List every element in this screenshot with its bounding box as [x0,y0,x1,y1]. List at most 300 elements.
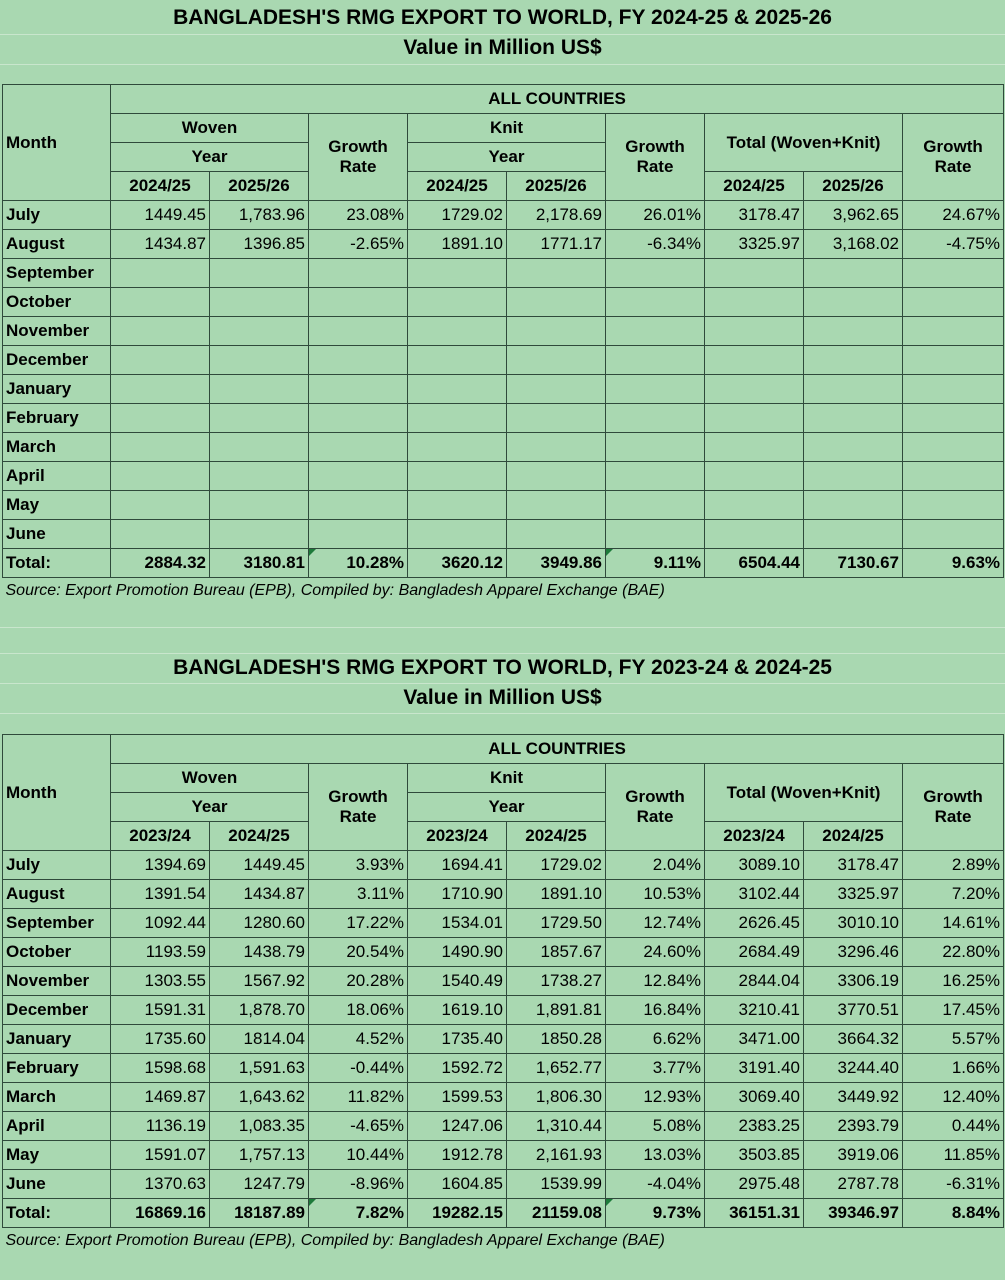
value-cell: 1592.72 [408,1054,507,1083]
value-cell [507,433,606,462]
value-cell: 1394.69 [111,851,210,880]
month-cell: June [3,520,111,549]
month-cell: March [3,433,111,462]
value-cell [309,346,408,375]
total-value-cell: 3949.86 [507,549,606,578]
gridline [0,713,1005,714]
total-label: Total: [3,549,111,578]
value-cell: 3449.92 [804,1083,903,1112]
year-col: 2024/25 [705,172,804,201]
value-cell [507,462,606,491]
value-cell [705,259,804,288]
value-cell [408,375,507,404]
value-cell [705,491,804,520]
rate-label: Rate [339,807,377,826]
table-row [3,520,1004,549]
value-cell: 12.93% [606,1083,705,1112]
value-cell: 1,643.62 [210,1083,309,1112]
total-header: Total (Woven+Knit) [705,114,903,172]
value-cell: 1710.90 [408,880,507,909]
value-cell: -4.04% [606,1170,705,1199]
value-cell [804,288,903,317]
value-cell: 3325.97 [804,880,903,909]
year-col: 2024/25 [408,172,507,201]
value-cell [903,259,1004,288]
value-cell [903,288,1004,317]
value-cell [309,520,408,549]
value-cell: 1534.01 [408,909,507,938]
value-cell: 3.11% [309,880,408,909]
month-cell: November [3,967,111,996]
year-col: 2024/25 [804,822,903,851]
value-cell: 7.20% [903,880,1004,909]
value-cell: 3,962.65 [804,201,903,230]
value-cell [705,520,804,549]
value-cell: 1912.78 [408,1141,507,1170]
table1-subtitle: Value in Million US$ [403,36,602,59]
value-cell [705,288,804,317]
table-row [3,909,1004,938]
value-cell: 3191.40 [705,1054,804,1083]
value-cell: 12.84% [606,967,705,996]
all-countries-header: ALL COUNTRIES [111,735,1004,764]
value-cell: 3.93% [309,851,408,880]
table-row [3,1141,1004,1170]
value-cell [309,317,408,346]
growth-label: Growth [625,787,685,806]
value-cell: 1092.44 [111,909,210,938]
value-cell: 20.28% [309,967,408,996]
value-cell: 10.44% [309,1141,408,1170]
value-cell: 1738.27 [507,967,606,996]
value-cell: 2,178.69 [507,201,606,230]
value-cell: 1771.17 [507,230,606,259]
year-col: 2024/25 [507,822,606,851]
value-cell: 16.84% [606,996,705,1025]
value-cell [210,346,309,375]
rate-label: Rate [636,807,674,826]
value-cell: 3296.46 [804,938,903,967]
value-cell [408,404,507,433]
value-cell [903,317,1004,346]
value-cell: 12.40% [903,1083,1004,1112]
table-row [3,433,1004,462]
value-cell: 10.53% [606,880,705,909]
value-cell: 2,161.93 [507,1141,606,1170]
value-cell [111,346,210,375]
value-cell: 3471.00 [705,1025,804,1054]
total-value-cell: 7.82% [309,1199,408,1228]
table-row [3,491,1004,520]
month-header: Month [3,85,111,201]
value-cell [606,462,705,491]
value-cell [903,520,1004,549]
value-cell [705,346,804,375]
rate-label: Rate [934,807,972,826]
value-cell: 1729.50 [507,909,606,938]
value-cell: 1850.28 [507,1025,606,1054]
year-col: 2025/26 [210,172,309,201]
value-cell: 13.03% [606,1141,705,1170]
table1 [2,84,1004,604]
rate-label: Rate [636,157,674,176]
value-cell: 1,591.63 [210,1054,309,1083]
value-cell: 3102.44 [705,880,804,909]
value-cell: 0.44% [903,1112,1004,1141]
table-row [3,1170,1004,1199]
month-cell: November [3,317,111,346]
value-cell: 1136.19 [111,1112,210,1141]
value-cell: -4.75% [903,230,1004,259]
value-cell [111,520,210,549]
value-cell: 3503.85 [705,1141,804,1170]
year-col: 2023/24 [705,822,804,851]
value-cell: 1814.04 [210,1025,309,1054]
value-cell: 5.08% [606,1112,705,1141]
value-cell: 1729.02 [507,851,606,880]
value-cell: 4.52% [309,1025,408,1054]
total-value-cell: 36151.31 [705,1199,804,1228]
total-value-cell: 9.11% [606,549,705,578]
knit-header: Knit [408,764,606,793]
value-cell: 1729.02 [408,201,507,230]
value-cell: 17.22% [309,909,408,938]
month-cell: October [3,288,111,317]
value-cell [309,404,408,433]
value-cell [903,346,1004,375]
value-cell: 1735.40 [408,1025,507,1054]
rate-label: Rate [934,157,972,176]
growth-label: Growth [328,787,388,806]
table1-title: BANGLADESH'S RMG EXPORT TO WORLD, FY 2024-25 & 2025-26 [173,6,832,29]
value-cell [210,462,309,491]
value-cell: 1370.63 [111,1170,210,1199]
value-cell: 1694.41 [408,851,507,880]
value-cell: 1,891.81 [507,996,606,1025]
month-cell: January [3,1025,111,1054]
year-col: 2025/26 [804,172,903,201]
woven-header: Woven [111,764,309,793]
value-cell: 2383.25 [705,1112,804,1141]
value-cell: 3770.51 [804,996,903,1025]
month-cell: April [3,462,111,491]
value-cell: 3306.19 [804,967,903,996]
value-cell: 1599.53 [408,1083,507,1112]
value-cell [111,259,210,288]
total-growth-header [903,114,1004,201]
value-cell [804,404,903,433]
month-cell: December [3,996,111,1025]
year-col: 2024/25 [210,822,309,851]
value-cell: 1,652.77 [507,1054,606,1083]
month-cell: April [3,1112,111,1141]
total-value-cell: 7130.67 [804,549,903,578]
table-row [3,851,1004,880]
value-cell: 3244.40 [804,1054,903,1083]
value-cell [507,346,606,375]
value-cell: 1,783.96 [210,201,309,230]
value-cell: -8.96% [309,1170,408,1199]
value-cell [210,433,309,462]
total-value-cell: 39346.97 [804,1199,903,1228]
value-cell: 24.67% [903,201,1004,230]
value-cell: 1396.85 [210,230,309,259]
value-cell [507,288,606,317]
table-row [3,346,1004,375]
value-cell [804,317,903,346]
table-row [3,462,1004,491]
value-cell: -6.31% [903,1170,1004,1199]
table1-body [3,201,1004,549]
value-cell [903,375,1004,404]
month-cell: January [3,375,111,404]
value-cell [309,288,408,317]
month-cell: February [3,1054,111,1083]
value-cell [210,404,309,433]
total-value-cell: 3180.81 [210,549,309,578]
value-cell [408,462,507,491]
month-cell: September [3,909,111,938]
value-cell [210,288,309,317]
knit-growth-header [606,764,705,851]
value-cell: -6.34% [606,230,705,259]
value-cell [804,462,903,491]
total-value-cell: 8.84% [903,1199,1004,1228]
value-cell: 2844.04 [705,967,804,996]
value-cell [606,317,705,346]
year-col: 2023/24 [111,822,210,851]
value-cell [408,259,507,288]
value-cell: 18.06% [309,996,408,1025]
value-cell: 3178.47 [705,201,804,230]
value-cell [210,259,309,288]
table2-body [3,851,1004,1199]
value-cell: 12.74% [606,909,705,938]
value-cell [507,259,606,288]
value-cell: 1,806.30 [507,1083,606,1112]
value-cell [507,375,606,404]
month-cell: July [3,851,111,880]
month-cell: December [3,346,111,375]
table-row [3,1054,1004,1083]
value-cell: 11.82% [309,1083,408,1112]
month-cell: February [3,404,111,433]
value-cell: 3664.32 [804,1025,903,1054]
value-cell: 1438.79 [210,938,309,967]
value-cell [408,491,507,520]
growth-label: Growth [923,787,983,806]
rate-label: Rate [339,157,377,176]
value-cell [507,491,606,520]
total-value-cell: 16869.16 [111,1199,210,1228]
value-cell [111,375,210,404]
table-row [3,404,1004,433]
value-cell: -4.65% [309,1112,408,1141]
growth-label: Growth [328,137,388,156]
table-row [3,375,1004,404]
total-value-cell: 6504.44 [705,549,804,578]
value-cell: 23.08% [309,201,408,230]
value-cell: 2975.48 [705,1170,804,1199]
woven-year-header: Year [111,793,309,822]
value-cell [903,433,1004,462]
total-value-cell: 2884.32 [111,549,210,578]
value-cell: 2684.49 [705,938,804,967]
month-cell: August [3,230,111,259]
value-cell: 6.62% [606,1025,705,1054]
value-cell [705,462,804,491]
value-cell [804,520,903,549]
total-value-cell: 9.73% [606,1199,705,1228]
value-cell: 3178.47 [804,851,903,880]
value-cell: 3,168.02 [804,230,903,259]
table2 [2,734,1004,1254]
value-cell: 1,757.13 [210,1141,309,1170]
value-cell [111,491,210,520]
value-cell: 1,878.70 [210,996,309,1025]
value-cell: 1591.31 [111,996,210,1025]
year-col: 2023/24 [408,822,507,851]
total-value-cell: 21159.08 [507,1199,606,1228]
gridline [0,64,1005,65]
value-cell: 1449.45 [111,201,210,230]
table-row [3,996,1004,1025]
table-row [3,1083,1004,1112]
value-cell [903,491,1004,520]
value-cell: 16.25% [903,967,1004,996]
total-value-cell: 3620.12 [408,549,507,578]
value-cell [309,433,408,462]
table2-source: Source: Export Promotion Bureau (EPB), Compiled by: Bangladesh Apparel Exchange (BAE) [5,1231,665,1249]
value-cell: 14.61% [903,909,1004,938]
value-cell: 1280.60 [210,909,309,938]
table-row [3,317,1004,346]
value-cell: 3210.41 [705,996,804,1025]
month-cell: May [3,1141,111,1170]
value-cell: 24.60% [606,938,705,967]
value-cell [309,462,408,491]
value-cell [606,520,705,549]
value-cell [210,317,309,346]
total-value-cell: 9.63% [903,549,1004,578]
year-col: 2025/26 [507,172,606,201]
value-cell: 1247.79 [210,1170,309,1199]
woven-growth-header [309,764,408,851]
table-row [3,201,1004,230]
value-cell [705,375,804,404]
value-cell [309,375,408,404]
value-cell: 5.57% [903,1025,1004,1054]
value-cell [507,404,606,433]
year-col: 2024/25 [111,172,210,201]
knit-year-header: Year [408,143,606,172]
value-cell: 3010.10 [804,909,903,938]
value-cell [210,375,309,404]
value-cell [408,520,507,549]
table-row [3,230,1004,259]
knit-header: Knit [408,114,606,143]
value-cell: 20.54% [309,938,408,967]
table-row [3,880,1004,909]
total-value-cell: 18187.89 [210,1199,309,1228]
table1-total-row [3,549,1004,578]
value-cell [210,491,309,520]
value-cell: -0.44% [309,1054,408,1083]
value-cell [804,346,903,375]
value-cell: 1891.10 [408,230,507,259]
month-cell: July [3,201,111,230]
value-cell: 1857.67 [507,938,606,967]
value-cell: 3069.40 [705,1083,804,1112]
value-cell [507,317,606,346]
value-cell: 2787.78 [804,1170,903,1199]
value-cell [705,433,804,462]
value-cell [903,404,1004,433]
value-cell: 1,083.35 [210,1112,309,1141]
total-value-cell: 19282.15 [408,1199,507,1228]
table2-total-row [3,1199,1004,1228]
value-cell: 11.85% [903,1141,1004,1170]
table2-subtitle: Value in Million US$ [403,686,602,709]
table2-title: BANGLADESH'S RMG EXPORT TO WORLD, FY 2023-24 & 2024-25 [173,656,832,679]
value-cell: 1604.85 [408,1170,507,1199]
table-row [3,288,1004,317]
woven-year-header: Year [111,143,309,172]
total-value-cell: 10.28% [309,549,408,578]
month-cell: September [3,259,111,288]
value-cell: 1540.49 [408,967,507,996]
knit-year-header: Year [408,793,606,822]
value-cell [804,375,903,404]
woven-header: Woven [111,114,309,143]
value-cell [111,288,210,317]
table-row [3,967,1004,996]
total-label: Total: [3,1199,111,1228]
value-cell [804,491,903,520]
value-cell [606,375,705,404]
value-cell: 1735.60 [111,1025,210,1054]
value-cell [309,259,408,288]
value-cell: 2626.45 [705,909,804,938]
value-cell: 26.01% [606,201,705,230]
value-cell [606,404,705,433]
value-cell: 1891.10 [507,880,606,909]
value-cell: 2.04% [606,851,705,880]
value-cell: 1619.10 [408,996,507,1025]
value-cell: 1598.68 [111,1054,210,1083]
value-cell [111,317,210,346]
value-cell [606,433,705,462]
value-cell [606,288,705,317]
gridline [0,627,1005,628]
value-cell [111,404,210,433]
month-header: Month [3,735,111,851]
value-cell [903,462,1004,491]
value-cell: 1490.90 [408,938,507,967]
knit-growth-header [606,114,705,201]
value-cell: 22.80% [903,938,1004,967]
month-cell: October [3,938,111,967]
value-cell [408,288,507,317]
value-cell: 3089.10 [705,851,804,880]
value-cell: 3919.06 [804,1141,903,1170]
growth-label: Growth [923,137,983,156]
value-cell: 1,310.44 [507,1112,606,1141]
value-cell: 17.45% [903,996,1004,1025]
value-cell [408,346,507,375]
table-row [3,1112,1004,1141]
month-cell: June [3,1170,111,1199]
